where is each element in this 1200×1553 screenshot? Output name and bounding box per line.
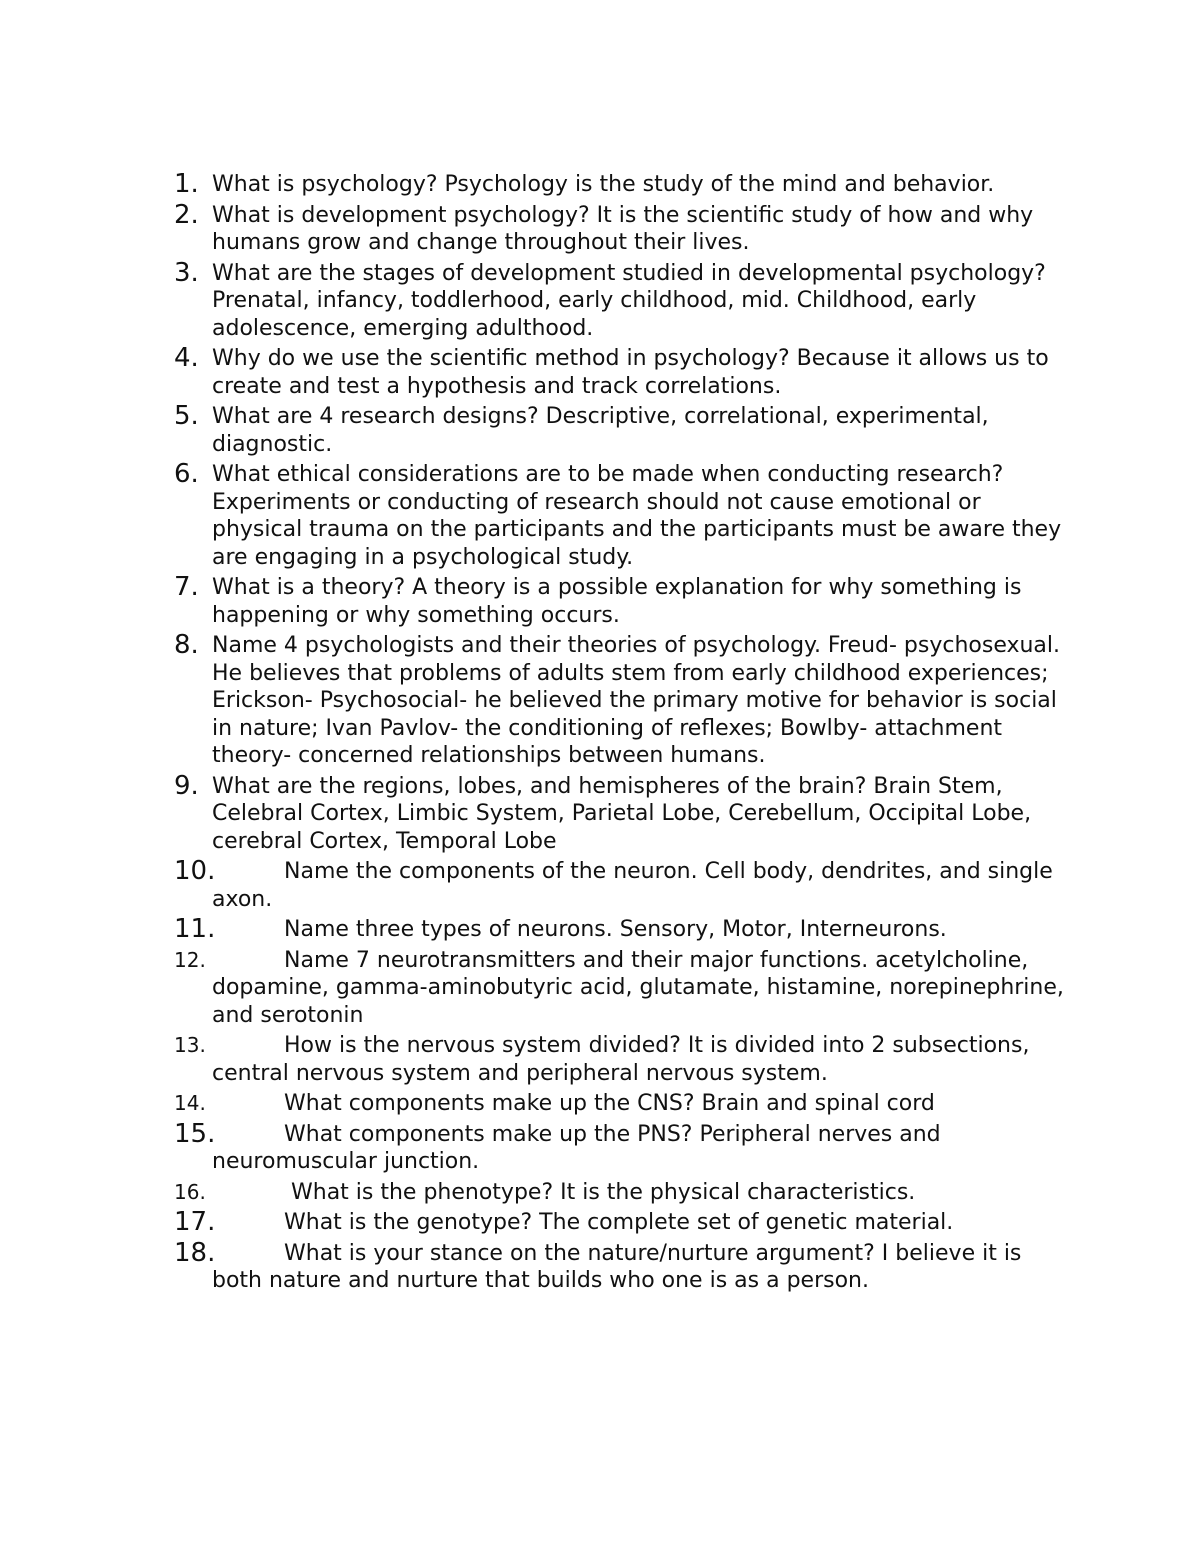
item-text: What is the phenotype? It is the physical characteristics. <box>291 1179 916 1205</box>
list-item <box>174 1179 1064 1207</box>
list-item <box>174 1209 1064 1237</box>
item-number: 7. <box>174 572 199 602</box>
list-item <box>174 1118 1064 1176</box>
item-text: Why do we use the scientific method in psychology? Because it allows us to create and test a hypothesis and track correlations. <box>212 346 1049 399</box>
item-number: 13. <box>174 1033 206 1057</box>
item-text: Name 4 psychologists and their theories of psychology. Freud- psychosexual. He believes that problems of adults stem from early childhood experiences; Erickson- Psychosocial- he believed the primary motive for behavior is social in nature; Ivan Pavlov- the conditioning of reflexes; Bowlby- attachment theory- concerned relationships between humans. <box>212 633 1061 768</box>
item-number: 8. <box>174 630 199 660</box>
list-item <box>174 171 1064 199</box>
item-text: What is your stance on the nature/nurture argument? I believe it is both nature and nurture that builds who one is as a person. <box>212 1240 1022 1293</box>
item-text: What components make up the CNS? Brain and spinal cord <box>284 1091 935 1116</box>
item-text: What are the regions, lobes, and hemispheres of the brain? Brain Stem, Celebral Cortex, Limbic System, Parietal Lobe, Cerebellum, Occipital Lobe, cerebral Cortex, Temporal Lobe <box>212 773 1032 854</box>
list-item <box>174 461 1064 571</box>
item-number: 4. <box>174 343 199 373</box>
list-item <box>174 947 1064 1030</box>
list-item <box>174 1032 1064 1087</box>
item-number: 1. <box>174 169 199 199</box>
item-text: What are 4 research designs? Descriptive, correlational, experimental, diagnostic. <box>212 404 989 457</box>
item-text: Name three types of neurons. Sensory, Motor, Interneurons. <box>284 917 947 942</box>
list-item <box>174 858 1064 913</box>
list-item <box>174 632 1064 770</box>
item-text: What are the stages of development studied in developmental psychology? Prenatal, infancy, toddlerhood, early childhood, mid. Childhood, early adolescence, emerging adulthood. <box>212 260 1046 341</box>
item-text: What ethical considerations are to be made when conducting research? Experiments or conducting of research should not cause emotional or physical trauma on the participants and the participants must be aware they are engaging in a psychological study. <box>212 462 1062 570</box>
item-number: 18. <box>174 1237 216 1268</box>
list-item <box>174 403 1064 458</box>
question-answer-list <box>174 171 1064 1298</box>
item-number: 9. <box>174 770 199 801</box>
list-item <box>174 916 1064 944</box>
list-item <box>174 770 1064 856</box>
item-text: What components make up the PNS? Peripheral nerves and neuromuscular junction. <box>212 1121 941 1174</box>
item-number: 15. <box>174 1118 216 1149</box>
item-text: What is psychology? Psychology is the study of the mind and behavior. <box>212 172 995 197</box>
item-number: 11. <box>174 914 216 944</box>
item-number: 10. <box>174 856 216 886</box>
item-number: 3. <box>174 257 199 288</box>
item-number: 5. <box>174 401 199 431</box>
item-text: Name 7 neurotransmitters and their major functions. acetylcholine, dopamine, gamma-aminobutyric acid, glutamate, histamine, norepinephrine, and serotonin <box>212 947 1064 1028</box>
item-text: What is a theory? A theory is a possible explanation for why something is happening or why something occurs. <box>212 575 1022 628</box>
item-number: 12. <box>174 947 206 972</box>
item-number: 2. <box>174 199 199 230</box>
item-number: 14. <box>174 1091 206 1115</box>
item-text: Name the components of the neuron. Cell body, dendrites, and single axon. <box>212 859 1053 912</box>
item-text: What is the genotype? The complete set of genetic material. <box>284 1210 954 1235</box>
item-number: 17. <box>174 1207 216 1237</box>
list-item <box>174 257 1064 343</box>
item-number: 6. <box>174 459 199 489</box>
item-number: 16. <box>174 1179 206 1204</box>
list-item <box>174 1237 1064 1295</box>
list-item <box>174 345 1064 400</box>
list-item <box>174 199 1064 257</box>
list-item <box>174 1090 1064 1118</box>
item-text: How is the nervous system divided? It is divided into 2 subsections, central nervous system and peripheral nervous system. <box>212 1033 1030 1086</box>
item-text: What is development psychology? It is the scientific study of how and why humans grow and change throughout their lives. <box>212 202 1034 255</box>
list-item <box>174 574 1064 629</box>
